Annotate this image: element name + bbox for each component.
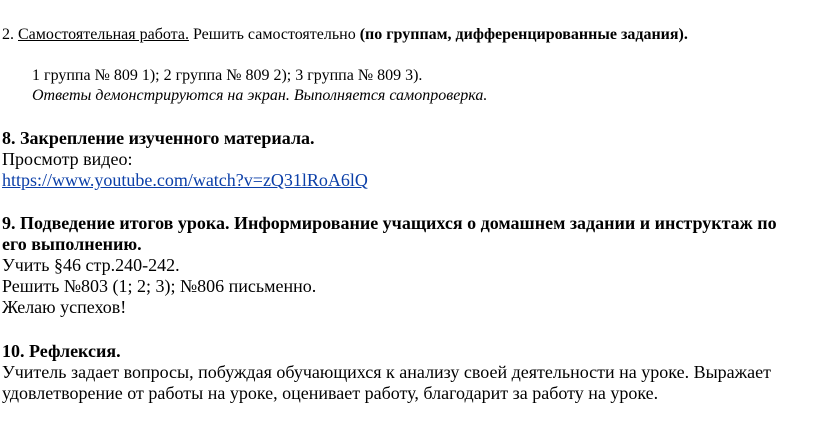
section-2-header [2, 25, 688, 45]
section-8-text: Просмотр видео: [2, 149, 133, 169]
section-2-groups: 1 группа № 809 1); 2 группа № 809 2); 3 группа № 809 3). [32, 67, 423, 84]
section-9-line1: Учить §46 стр.240-242. [2, 255, 180, 275]
section-10-line1: Учитель задает вопросы, побуждая обучающихся к анализу своей деятельности на уроке. Выражает [2, 362, 771, 382]
section-9-line3: Желаю успехов! [2, 297, 127, 317]
section-2-text: Решить самостоятельно [188, 26, 360, 43]
section-2-bold-text: (по группам, дифференцированные задания). [359, 26, 688, 43]
section-8-link-line [2, 169, 368, 191]
section-9-heading-line1: 9. Подведение итогов урока. Информирование учащихся о домашнем задании и инструктаж по [2, 213, 777, 233]
section-2-title: Самостоятельная работа. [18, 26, 189, 43]
section-9-heading-line2: его выполнению. [2, 234, 142, 254]
youtube-video-link[interactable]: https://www.youtube.com/watch?v=zQ31lRoA6lQ [2, 170, 368, 190]
section-8-heading: 8. Закрепление изученного материала. [2, 128, 315, 148]
section-10-line2: удовлетворение от работы на уроке, оценивает работу, благодарит за работу на уроке. [2, 383, 659, 403]
section-2-note: Ответы демонстрируются на экран. Выполняется самопроверка. [32, 87, 488, 104]
section-2-number: 2. [2, 26, 18, 43]
section-9-line2: Решить №803 (1; 2; 3); №806 письменно. [2, 276, 317, 296]
section-10-heading: 10. Рефлексия. [2, 341, 121, 361]
